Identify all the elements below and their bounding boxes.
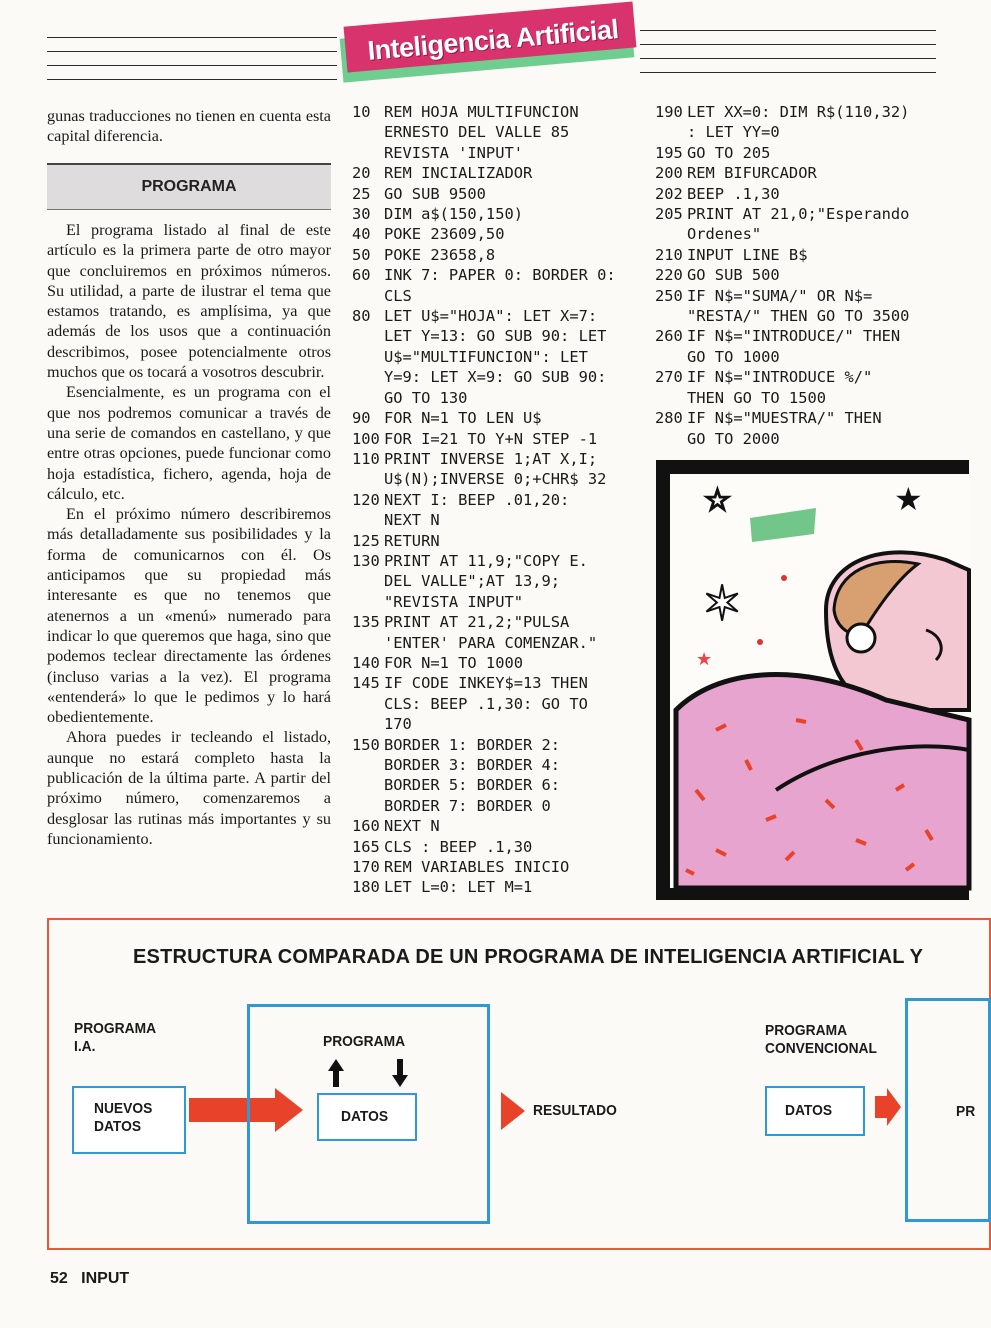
- code-text: RETURN: [384, 531, 440, 550]
- code-text: 'ENTER' PARA COMENZAR.": [384, 633, 598, 652]
- section-heading: PROGRAMA: [141, 178, 237, 195]
- code-text: LET Y=13: GO SUB 90: LET: [384, 327, 607, 346]
- up-down-arrows-icon: [328, 1059, 408, 1087]
- code-text: GO SUB 9500: [384, 184, 486, 203]
- intro-text: gunas traducciones no tienen en cuenta esta capital diferencia.: [47, 107, 331, 146]
- code-text: ERNESTO DEL VALLE 85: [384, 123, 570, 142]
- star-outline-icon: ☆: [704, 483, 731, 518]
- line-number: 40: [352, 225, 371, 244]
- paragraph: En el próximo número describiremos más detalladamente sus posibilidades y la forma de comunicarnos con él. Os anticipamos que su propiedad más interesante es que no tenemos que atenernos a un «menú» numerado para indicar lo que queremos que haga, sino que podemos teclear directamente las órdenes (incluso varias a la vez). El programa «entenderá» lo que le pedimos y lo hará obedientemente.: [47, 505, 331, 727]
- code-text: REM VARIABLES INICIO: [384, 858, 570, 877]
- code-text: PRINT AT 21,0;"Esperando: [687, 205, 910, 224]
- code-text: DEL VALLE";AT 13,9;: [384, 572, 561, 591]
- code-text: LET XX=0: DIM R$(110,32): [687, 103, 910, 121]
- code-text: BORDER 3: BORDER 4:: [384, 756, 561, 774]
- code-text: BORDER 5: BORDER 6:: [384, 776, 561, 795]
- code-line: [352, 837, 652, 857]
- code-text: PRINT AT 11,9;"COPY E.: [384, 551, 588, 570]
- line-number: 90: [352, 409, 371, 428]
- code-line: [655, 102, 969, 143]
- data-label-2: DATOS: [785, 1102, 833, 1119]
- code-text: : LET YY=0: [687, 123, 780, 142]
- line-number: 260: [655, 327, 683, 346]
- code-text: FOR I=21 TO Y+N STEP -1: [384, 429, 598, 448]
- small-star-icon: ★: [696, 649, 713, 670]
- code-line: [352, 857, 652, 877]
- code-text: POKE 23609,50: [384, 225, 505, 244]
- cut-label: PR: [956, 1103, 976, 1120]
- section-title: Inteligencia Artificial: [366, 14, 620, 66]
- paragraph: El programa listado al final de este artículo es la primera parte de otro mayor que concluiremos en próximos números. Su utilidad, a parte de ilustrar el tema que estamos tratando, es amplísima, ya que además de los usos que a continuación describimos, posee potencialmente otros muchos que os tocará a vosotros descubrir.: [47, 221, 331, 382]
- program-label: PROGRAMA: [323, 1033, 406, 1050]
- line-number: 170: [352, 858, 380, 877]
- ia-program-label: PROGRAMA I.A.: [74, 1020, 157, 1055]
- page-number: 52: [50, 1270, 68, 1287]
- small-arrow-icon: [501, 1092, 525, 1130]
- section-heading-box: [47, 163, 331, 210]
- code-text: U$(N);INVERSE 0;+CHR$ 32: [384, 470, 607, 489]
- code-line: [352, 673, 652, 734]
- code-text: 170: [384, 715, 412, 734]
- code-text: GO TO 1000: [687, 347, 780, 366]
- code-line: [352, 653, 652, 673]
- code-text: IF N$="MUESTRA/" THEN: [687, 409, 882, 428]
- conventional-program-box: [905, 998, 991, 1222]
- code-text: GO TO 130: [384, 388, 468, 407]
- code-line: [352, 816, 652, 836]
- line-number: 200: [655, 164, 683, 183]
- code-line: [352, 224, 652, 244]
- line-number: 165: [352, 837, 380, 856]
- magazine-name: INPUT: [81, 1270, 130, 1287]
- line-number: 220: [655, 266, 683, 285]
- code-line: [352, 612, 652, 653]
- code-text: U$="MULTIFUNCION": LET: [384, 347, 588, 366]
- line-number: 180: [352, 878, 380, 897]
- code-text: BEEP .1,30: [687, 184, 780, 203]
- code-text: NEXT I: BEEP .01,20:: [384, 490, 570, 509]
- line-number: 270: [655, 368, 683, 387]
- comparison-diagram: [47, 918, 991, 1250]
- code-line: [352, 408, 652, 428]
- line-number: 130: [352, 551, 380, 570]
- line-number: 80: [352, 307, 371, 326]
- code-line: [352, 735, 652, 817]
- program-box: [247, 1004, 490, 1224]
- code-text: Ordenes": [687, 225, 762, 244]
- line-number: 110: [352, 449, 380, 468]
- code-line: [352, 184, 652, 204]
- code-text: REVISTA 'INPUT': [384, 143, 523, 162]
- code-text: "REVISTA INPUT": [384, 592, 523, 611]
- line-number: 60: [352, 266, 371, 285]
- code-listing-col1: [352, 102, 652, 898]
- line-number: 25: [352, 184, 371, 203]
- paragraph: Ahora puedes ir tecleando el listado, aunque no estará completo hasta la publicación de la última parte. A partir del próximo número, comenzaremos a desglosar las rutinas más importantes y su funcionamiento.: [47, 728, 331, 848]
- code-text: IF CODE INKEY$=13 THEN: [384, 674, 588, 693]
- new-data-box: [72, 1086, 186, 1154]
- line-number: 280: [655, 409, 683, 428]
- result-label: RESULTADO: [533, 1102, 617, 1119]
- line-number: 160: [352, 817, 380, 836]
- code-text: THEN GO TO 1500: [687, 388, 826, 407]
- cartoon-illustration: [656, 460, 969, 900]
- data-box: [317, 1093, 417, 1141]
- star-burst-icon: ✶: [702, 576, 743, 632]
- line-number: 10: [352, 103, 371, 121]
- code-line: [655, 326, 969, 367]
- code-text: GO TO 2000: [687, 429, 780, 448]
- code-text: INPUT LINE B$: [687, 245, 808, 264]
- line-number: 100: [352, 429, 380, 448]
- code-text: PRINT INVERSE 1;AT X,I;: [384, 449, 598, 468]
- line-number: 125: [352, 531, 380, 550]
- star-icon: ★: [894, 480, 923, 518]
- code-text: CLS: [384, 286, 412, 305]
- line-number: 202: [655, 184, 683, 203]
- code-line: [655, 286, 969, 327]
- line-number: 20: [352, 164, 371, 183]
- code-text: NEXT N: [384, 817, 440, 836]
- article-body: [47, 220, 331, 849]
- code-text: GO SUB 500: [687, 266, 780, 285]
- code-text: BORDER 7: BORDER 0: [384, 796, 551, 815]
- line-number: 145: [352, 674, 380, 693]
- code-line: [352, 306, 652, 408]
- code-text: LET L=0: LET M=1: [384, 878, 533, 897]
- diagram-title: ESTRUCTURA COMPARADA DE UN PROGRAMA DE INTELIGENCIA ARTIFICIAL Y: [133, 946, 924, 968]
- code-text: GO TO 205: [687, 143, 771, 162]
- code-text: IF N$="INTRODUCE/" THEN: [687, 327, 901, 346]
- line-number: 210: [655, 245, 683, 264]
- code-line: [352, 102, 652, 163]
- code-line: [655, 265, 969, 285]
- code-text: DIM a$(150,150): [384, 205, 523, 224]
- line-number: 190: [655, 103, 683, 121]
- code-line: [655, 367, 969, 408]
- code-line: [352, 265, 652, 306]
- code-line: [352, 490, 652, 531]
- code-text: REM BIFURCADOR: [687, 164, 817, 183]
- code-line: [655, 204, 969, 245]
- code-line: [352, 531, 652, 551]
- small-arrow-icon-2: [875, 1088, 901, 1126]
- code-line: [655, 245, 969, 265]
- code-line: [655, 143, 969, 163]
- code-text: PRINT AT 21,2;"PULSA: [384, 613, 570, 632]
- code-line: [655, 163, 969, 183]
- code-text: CLS: BEEP .1,30: GO TO: [384, 694, 588, 713]
- data-label: DATOS: [341, 1108, 389, 1125]
- code-line: [352, 551, 652, 612]
- code-text: POKE 23658,8: [384, 245, 496, 264]
- code-line: [352, 245, 652, 265]
- line-number: 150: [352, 735, 380, 754]
- code-line: [655, 408, 969, 449]
- code-text: REM HOJA MULTIFUNCION: [384, 103, 579, 121]
- code-line: [352, 877, 652, 897]
- code-text: LET U$="HOJA": LET X=7:: [384, 307, 598, 326]
- code-text: BORDER 1: BORDER 2:: [384, 735, 561, 754]
- code-text: IF N$="SUMA/" OR N$=: [687, 286, 873, 305]
- code-listing-col2: [655, 102, 969, 449]
- new-data-label: NUEVOS DATOS: [94, 1100, 153, 1135]
- paragraph: Esencialmente, es un programa con el que nos podremos comunicar a través de una serie de comandos en castellano, y que entre otras opciones, puede funcionar como hoja estadística, fichero, agenda, hoja de cálculo, etc.: [47, 383, 331, 503]
- line-number: 30: [352, 205, 371, 224]
- line-number: 195: [655, 143, 683, 162]
- code-text: CLS : BEEP .1,30: [384, 837, 533, 856]
- line-number: 140: [352, 653, 380, 672]
- code-line: [352, 163, 652, 183]
- code-line: [352, 449, 652, 490]
- conventional-program-label: PROGRAMA CONVENCIONAL: [765, 1022, 877, 1057]
- line-number: 50: [352, 245, 371, 264]
- line-number: 120: [352, 490, 380, 509]
- data-box-2: [765, 1086, 865, 1136]
- code-text: REM INCIALIZADOR: [384, 164, 533, 183]
- line-number: 250: [655, 286, 683, 305]
- page-footer: [50, 1270, 129, 1288]
- code-line: [655, 184, 969, 204]
- code-text: FOR N=1 TO 1000: [384, 653, 523, 672]
- code-text: Y=9: LET X=9: GO SUB 90:: [384, 368, 607, 387]
- code-text: FOR N=1 TO LEN U$: [384, 409, 542, 428]
- code-text: "RESTA/" THEN GO TO 3500: [687, 307, 910, 326]
- code-line: [352, 429, 652, 449]
- line-number: 135: [352, 613, 380, 632]
- code-text: IF N$="INTRODUCE %/": [687, 368, 873, 387]
- line-number: 205: [655, 205, 683, 224]
- code-text: INK 7: PAPER 0: BORDER 0:: [384, 266, 616, 285]
- code-text: NEXT N: [384, 511, 440, 530]
- code-line: [352, 204, 652, 224]
